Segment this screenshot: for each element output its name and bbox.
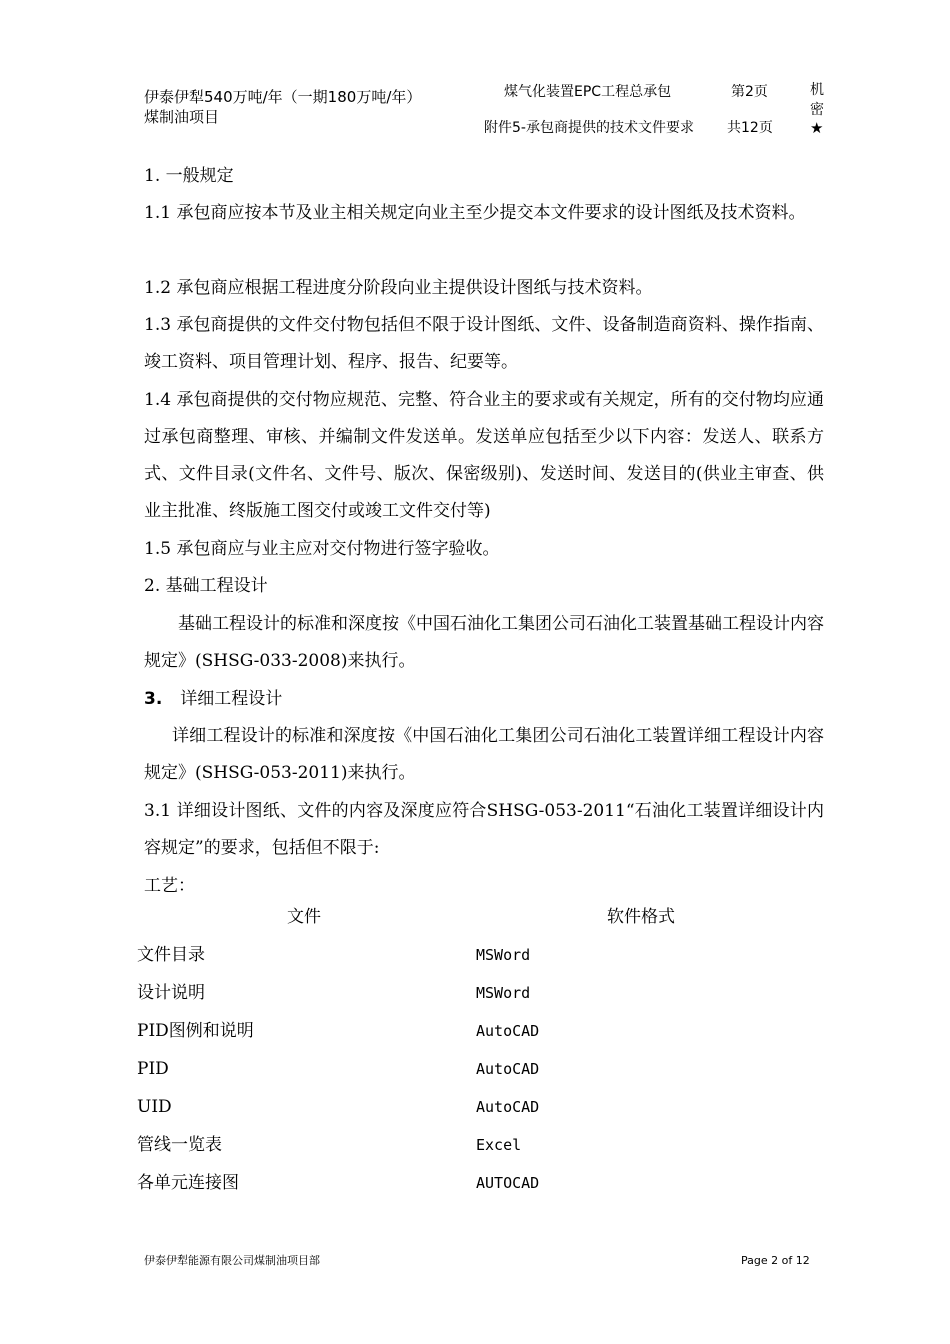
paragraph-1-4: 1.4 承包商提供的交付物应规范、完整、符合业主的要求或有关规定，所有的交付物均应通过承包商整理、审核、并编制文件发送单。发送单应包括至少以下内容：发送人、联系方式、文件目录(文件名、文件号、版次、保密级别)、发送时间、发送目的(供业主审查、供业主批准、终版施工图交付或竣工文件交付等): [144, 390, 824, 521]
table-header-file: 文件: [287, 907, 321, 927]
header-title-line2: 附件5-承包商提供的技术文件要求: [484, 120, 694, 136]
footer-company: 伊泰伊犁能源有限公司煤制油项目部: [144, 1254, 320, 1267]
footer-page-number: Page 2 of 12: [741, 1254, 810, 1267]
header-project-line1: 伊泰伊犁540万吨/年（一期180万吨/年）: [144, 88, 422, 106]
section-3-number: 3.: [144, 689, 163, 709]
paragraph-3-1: 3.1 详细设计图纸、文件的内容及深度应符合SHSG-053-2011“石油化工装置详细设计内容规定”的要求，包括但不限于:: [144, 801, 824, 858]
star-icon: ★: [810, 119, 824, 137]
table-cell-file: 各单元连接图: [137, 1173, 239, 1193]
paragraph-1-2: 1.2 承包商应根据工程进度分阶段向业主提供设计图纸与技术资料。: [144, 278, 653, 298]
section-3-title: 详细工程设计: [180, 689, 283, 709]
paragraph-1-5: 1.5 承包商应与业主应对交付物进行签字验收。: [144, 539, 500, 559]
table-cell-format: MSWord: [476, 946, 531, 964]
table-header-row: [137, 902, 837, 932]
table-cell-file: UID: [137, 1097, 172, 1117]
table-cell-format: AutoCAD: [476, 1022, 540, 1040]
table-cell-file: 设计说明: [137, 983, 205, 1003]
table-header-format: 软件格式: [607, 907, 675, 927]
header-page-number: 第2页: [731, 84, 768, 100]
process-label: 工艺：: [144, 876, 195, 896]
header-confidential-2: 密: [810, 102, 824, 118]
table-cell-file: PID图例和说明: [137, 1021, 254, 1041]
section-2-heading: 2. 基础工程设计: [144, 576, 268, 596]
paragraph-1-1: 1.1 承包商应按本节及业主相关规定向业主至少提交本文件要求的设计图纸及技术资料。: [144, 203, 806, 223]
table-cell-format: AUTOCAD: [476, 1174, 540, 1192]
table-cell-format: Excel: [476, 1136, 522, 1154]
header-project-line2: 煤制油项目: [144, 108, 220, 126]
section-3-heading: [144, 681, 824, 718]
table-cell-format: AutoCAD: [476, 1060, 540, 1078]
table-cell-file: PID: [137, 1059, 169, 1079]
header-title-line1: 煤气化装置EPC工程总承包: [504, 84, 672, 100]
table-cell-file: 管线一览表: [137, 1135, 222, 1155]
header-total-pages: 共12页: [727, 120, 773, 136]
table-cell-format: AutoCAD: [476, 1098, 540, 1116]
section-1-heading: 1. 一般规定: [144, 166, 234, 186]
header-confidential-1: 机: [810, 82, 824, 98]
paragraph-3: 详细工程设计的标准和深度按《中国石油化工集团公司石油化工装置详细工程设计内容规定》(SHSG-053-2011)来执行。: [144, 726, 824, 783]
table-cell-file: 文件目录: [137, 945, 205, 965]
table-cell-format: MSWord: [476, 984, 531, 1002]
paragraph-1-3: 1.3 承包商提供的文件交付物包括但不限于设计图纸、文件、设备制造商资料、操作指南、竣工资料、项目管理计划、程序、报告、纪要等。: [144, 315, 824, 372]
paragraph-2: 基础工程设计的标准和深度按《中国石油化工集团公司石油化工装置基础工程设计内容规定》(SHSG-033-2008)来执行。: [144, 614, 824, 671]
